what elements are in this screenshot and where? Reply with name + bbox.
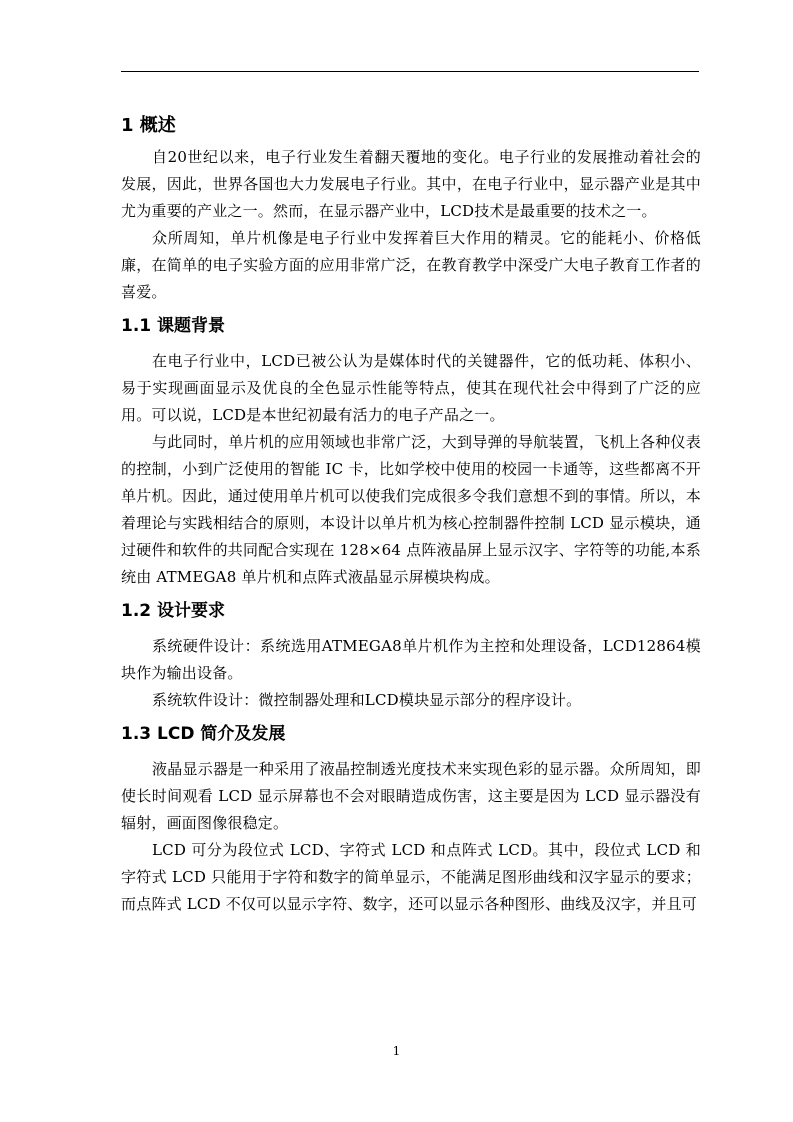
section-heading: 1.3 LCD 简介及发展 [121, 724, 286, 744]
paragraph: 液晶显示器是一种采用了液晶控制透光度技术来实现色彩的显示器。众所周知，即使长时间观看 LCD 显示屏幕也不会对眼睛造成伤害，这主要是因为 LCD 显示器没有辐射，画面图像很稳定。 [121, 760, 701, 832]
paragraph: 与此同时，单片机的应用领域也非常广泛，大到导弹的导航装置，飞机上各种仪表的控制，小到广泛使用的智能 IC 卡，比如学校中使用的校园一卡通等，这些都离不开单片机。因此，通过使用单片机可以使我们完成很多令我们意想不到的事情。所以，本着理论与实践相结合的原则，本设计以单片机为核心控制器件控制 LCD 显示模块，通过硬件和软件的共同配合实现在 128×64 点阵液晶屏上显示汉字、字符等的功能,本系统由 ATMEGA8 单片机和点阵式液晶显示屏模块构成。 [121, 433, 701, 586]
paragraph: 在电子行业中，LCD已被公认为是媒体时代的关键器件，它的低功耗、体积小、易于实现画面显示及优良的全色显示性能等特点，使其在现代社会中得到了广泛的应用。可以说，LCD是本世纪初最有活力的电子产品之一。 [121, 352, 701, 424]
section-heading: 1.1 课题背景 [121, 316, 226, 336]
header-rule [121, 71, 699, 72]
paragraph: 众所周知，单片机像是电子行业中发挥着巨大作用的精灵。它的能耗小、价格低廉，在简单的电子实验方面的应用非常广泛，在教育教学中深受广大电子教育工作者的喜爱。 [121, 229, 701, 301]
section-background [121, 308, 701, 591]
section-overview [121, 108, 701, 306]
section-heading: 1.2 设计要求 [121, 601, 226, 621]
paragraph: 系统软件设计：微控制器处理和LCD模块显示部分的程序设计。 [152, 691, 582, 709]
paragraph: 自20世纪以来，电子行业发生着翻天覆地的变化。电子行业的发展推动着社会的发展，因此，世界各国也大力发展电子行业。其中，在电子行业中，显示器产业是其中尤为重要的产业之一。然而，在显示器产业中，LCD技术是最重要的技术之一。 [121, 148, 701, 220]
page-number: 1 [392, 1044, 401, 1058]
document-body [121, 108, 701, 918]
paragraph: LCD 可分为段位式 LCD、字符式 LCD 和点阵式 LCD。其中，段位式 LCD 和字符式 LCD 只能用于字符和数字的简单显示，不能满足图形曲线和汉字显示的要求；而点阵式 LCD 不仅可以显示字符、数字，还可以显示各种图形、曲线及汉字，并且可 [121, 841, 701, 913]
paragraph: 系统硬件设计：系统选用ATMEGA8单片机作为主控和处理设备，LCD12864模块作为输出设备。 [121, 637, 701, 682]
section-lcd-intro [121, 716, 701, 918]
section-requirements [121, 593, 701, 714]
section-heading: 1 概述 [121, 115, 176, 136]
